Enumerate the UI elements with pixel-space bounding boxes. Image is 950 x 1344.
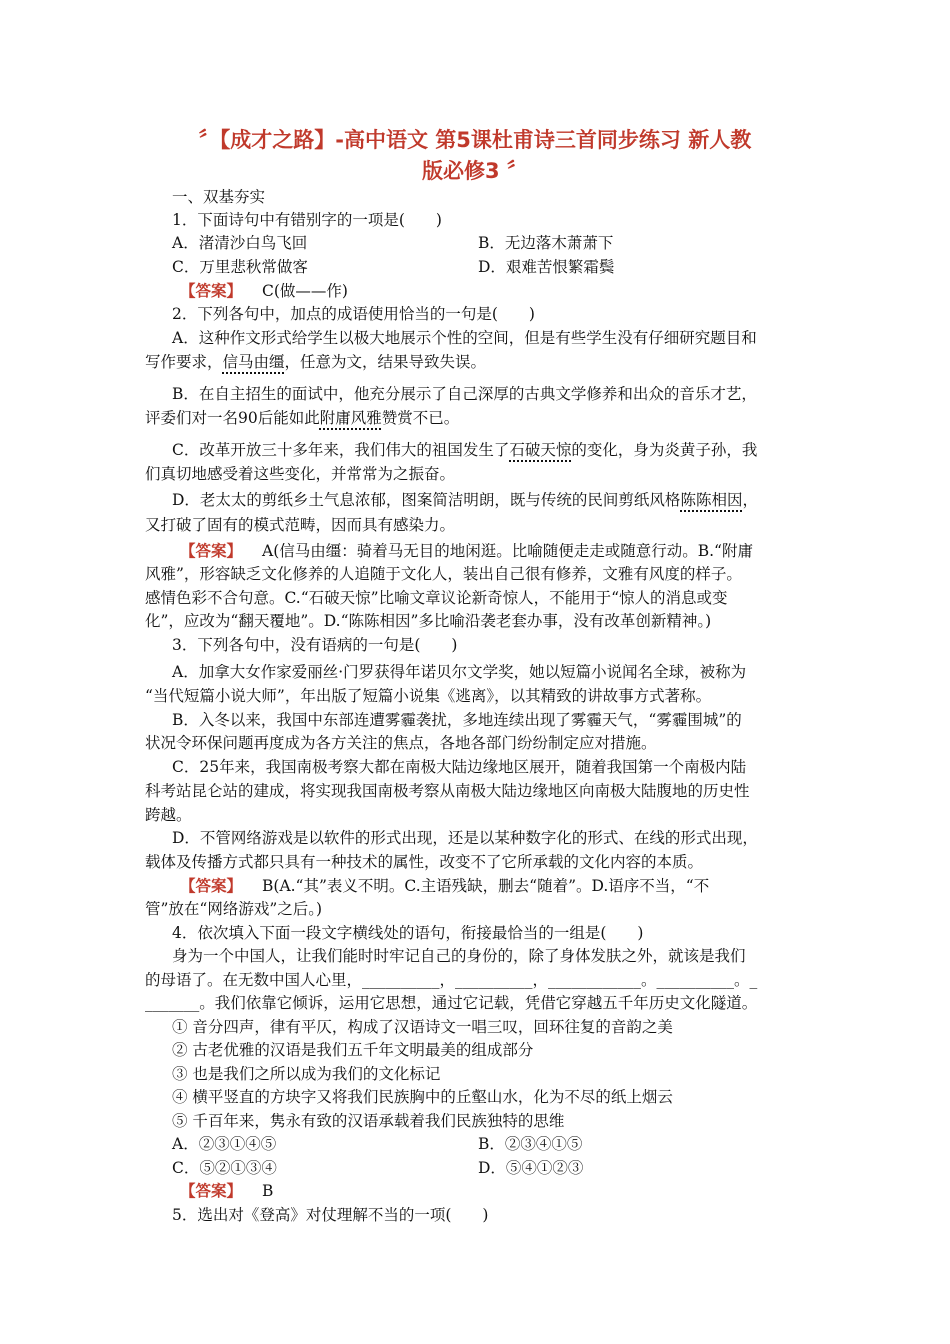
text: 的变化，身为炎黄子孙，我 [571, 441, 758, 459]
q1-option-b: B．无边落木萧萧下 [478, 234, 614, 252]
question-4: 4．依次填入下面一段文字横线处的语句，衔接最恰当的一组是( ) [172, 924, 644, 942]
answer-4: B [262, 1182, 274, 1200]
q4-passage: 身为一个中国人，让我们能时时牢记自己的身份的，除了身体发肤之外，就该是我们 [172, 947, 746, 965]
dotted-idiom: 石破天惊 [509, 441, 572, 459]
text: 评委们对一名90后能如此 [145, 409, 320, 427]
document-title-line2: 版必修3 〞 [422, 159, 528, 183]
document-title-line1: 〞【成才之路】-高中语文 第5课杜甫诗三首同步练习 新人教 [198, 128, 752, 152]
q3-option-d-cont: 载体及传播方式都只具有一种技术的属性，改变不了它所承载的文化内容的本质。 [145, 853, 704, 871]
dotted-idiom: 陈陈相因 [680, 491, 743, 509]
q3-option-a: A．加拿大女作家爱丽丝·门罗获得年诺贝尔文学奖，她以短篇小说闻名全球，被称为 [172, 663, 747, 681]
section-heading: 一、双基夯实 [172, 188, 266, 206]
answer-3-cont: 管”放在“网络游戏”之后。) [145, 900, 323, 918]
q4-option-a: A．②③①④⑤ [172, 1135, 277, 1153]
q4-item-1: ① 音分四声，律有平仄，构成了汉语诗文一唱三叹，回环往复的音韵之美 [172, 1018, 673, 1036]
text: 写作要求， [145, 353, 223, 371]
q3-option-b: B．入冬以来，我国中东部连遭雾霾袭扰，多地连续出现了雾霾天气，“雾霾围城”的 [172, 711, 742, 729]
q2-option-d [172, 490, 758, 510]
dotted-idiom: 附庸风雅 [319, 409, 382, 427]
q1-option-c: C．万里悲秋常做客 [172, 258, 308, 276]
question-5: 5．选出对《登高》对仗理解不当的一项( ) [172, 1206, 489, 1224]
q2-option-c-cont: 们真切地感受着这些变化，并常常为之振奋。 [145, 465, 456, 483]
answer-2-cont: 感情色彩不合句意。C.“石破天惊”比喻文章议论新奇惊人，不能用于“惊人的消息或变 [145, 589, 728, 607]
q4-option-b: B．②③④①⑤ [478, 1135, 583, 1153]
answer-2-cont: 化”，应改为“翻天覆地”。D.“陈陈相因”多比喻沿袭老套办事，没有改革创新精神。) [145, 612, 712, 630]
q2-option-b: B．在自主招生的面试中，他充分展示了自己深厚的古典文学修养和出众的音乐才艺， [172, 385, 757, 403]
q2-option-d-cont: 又打破了固有的模式范畴，因而具有感染力。 [145, 516, 456, 534]
question-3: 3．下列各句中，没有语病的一句是( ) [172, 636, 458, 654]
text: 赞赏不已。 [381, 409, 460, 427]
q3-option-b-cont: 状况令环保问题再度成为各方关注的焦点，各地各部门纷纷制定应对措施。 [145, 734, 657, 752]
q3-option-c-cont: 科考站昆仑站的建成，将实现我国南极考察从南极大陆边缘地区向南极大陆腹地的历史性 [145, 782, 750, 800]
text: C．改革开放三十多年来，我们伟大的祖国发生了 [172, 441, 510, 459]
answer-2: A(信马由缰：骑着马无目的地闲逛。比喻随便走走或随意行动。B.“附庸 [262, 542, 753, 560]
q3-option-c-cont: 跨越。 [145, 806, 192, 824]
q4-passage-cont: 的母语了。在无数中国人心里，__________，__________，____________。__________。_ [145, 971, 758, 989]
q3-option-d: D．不管网络游戏是以软件的形式出现，还是以某种数字化的形式、在线的形式出现， [172, 829, 758, 847]
q4-passage-cont: _______。我们依靠它倾诉，运用它思想，通过它记载，凭借它穿越五千年历史文化隧道。 [145, 994, 758, 1012]
text: D．老太太的剪纸乡土气息浓郁，图案简洁明朗，既与传统的民间剪纸风格 [172, 491, 681, 509]
q1-option-a: A．渚清沙白鸟飞回 [172, 234, 308, 252]
answer-1: C(做——作) [262, 282, 348, 300]
q2-option-b-cont [145, 408, 459, 428]
answer-label: 【答案】 [180, 877, 243, 895]
q4-option-c: C．⑤②①③④ [172, 1159, 277, 1177]
question-1: 1．下面诗句中有错别字的一项是( ) [172, 211, 442, 229]
answer-3: B(A.“其”表义不明。C.主语残缺，删去“随着”。D.语序不当，“不 [262, 877, 710, 895]
q2-option-a: A．这种作文形式给学生以极大地展示个性的空间，但是有些学生没有仔细研究题目和 [172, 329, 757, 347]
q2-option-c [172, 440, 757, 460]
q2-option-a-cont [145, 352, 486, 372]
q4-item-3: ③ 也是我们之所以成为我们的文化标记 [172, 1065, 441, 1083]
question-2: 2．下列各句中，加点的成语使用恰当的一句是( ) [172, 305, 535, 323]
q3-option-a-cont: “当代短篇小说大师”，年出版了短篇小说集《逃离》，以其精致的讲故事方式著称。 [145, 687, 712, 705]
text: ， [742, 491, 758, 509]
q4-item-2: ② 古老优雅的汉语是我们五千年文明最美的组成部分 [172, 1041, 534, 1059]
text: ，任意为文，结果导致失误。 [284, 353, 487, 371]
answer-2-cont: 风雅”，形容缺乏文化修养的人追随于文化人，装出自己很有修养，文雅有风度的样子。 [145, 565, 742, 583]
dotted-idiom: 信马由缰 [222, 353, 285, 371]
answer-label: 【答案】 [180, 542, 243, 560]
q4-item-4: ④ 横平竖直的方块字又将我们民族胸中的丘壑山水，化为不尽的纸上烟云 [172, 1088, 673, 1106]
answer-label: 【答案】 [180, 282, 243, 300]
answer-label: 【答案】 [180, 1182, 243, 1200]
q4-item-5: ⑤ 千百年来，隽永有致的汉语承载着我们民族独特的思维 [172, 1112, 565, 1130]
q4-option-d: D．⑤④①②③ [478, 1159, 584, 1177]
q1-option-d: D．艰难苦恨繁霜鬓 [478, 258, 615, 276]
q3-option-c: C．25年来，我国南极考察大都在南极大陆边缘地区展开，随着我国第一个南极内陆 [172, 758, 747, 776]
